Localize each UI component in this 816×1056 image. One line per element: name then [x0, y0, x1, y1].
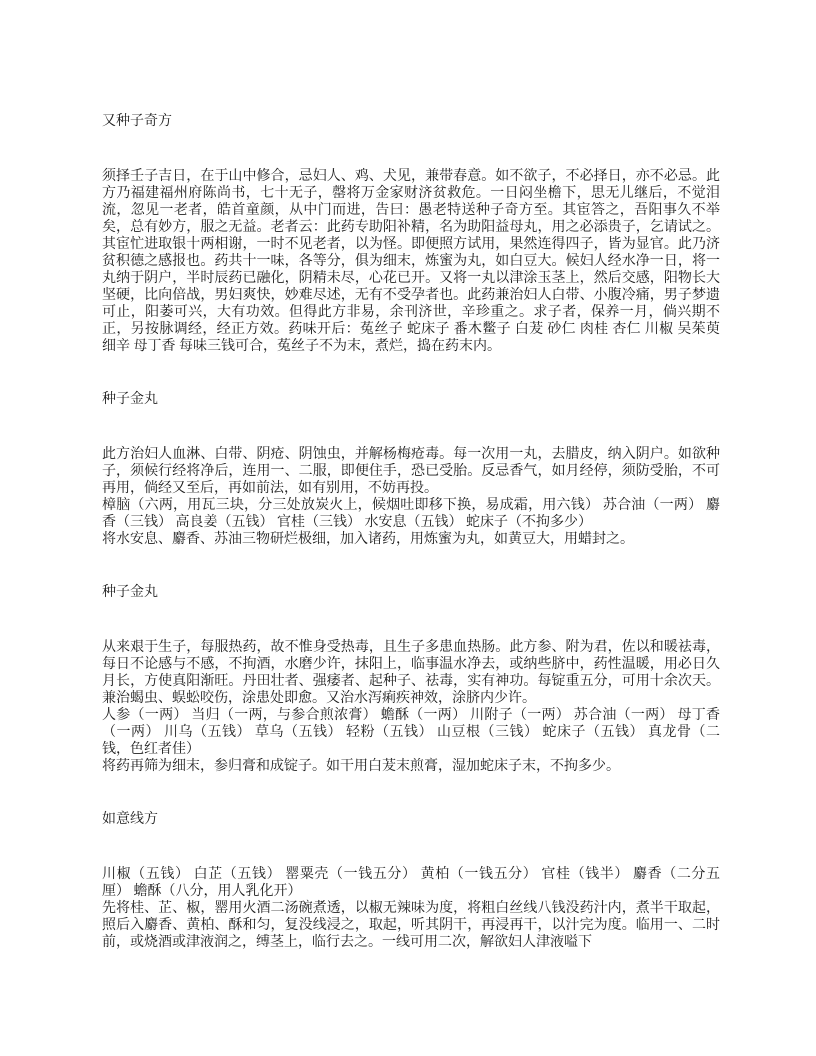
herb-list: 樟脑（六两，用瓦三块，分三处放炭火上，候烟吐即移下换，易成霜，用六钱） 苏合油（一两） 麝香（三钱） 高良姜（五钱） 官桂（三钱） 水安息（五钱） 蛇床子（不拘多少） — [102, 498, 720, 530]
herb-list: 川椒（五钱） 白芷（五钱） 罂粟壳（一钱五分） 黄柏（一钱五分） 官桂（钱半） 麝香（二分五厘） 蟾酥（八分，用人乳化开） — [102, 867, 720, 899]
herb-list: 人参（一两） 当归（一两，与参合煎浓膏） 蟾酥（一两） 川附子（一两） 苏合油（一两） 母丁香（一两） 川乌（五钱） 草乌（五钱） 轻粉（五钱） 山豆根（三钱） 蛇床子（五钱） 真龙骨（二钱，色红者佳） — [102, 708, 720, 757]
preparation-instructions: 将药再筛为细末，参归膏和成锭子。如干用白茇末煎膏，湿加蛇床子末，不拘多少。 — [102, 759, 620, 774]
section-zhongzi-qifang — [102, 113, 720, 355]
section-heading: 如意线方 — [102, 812, 158, 827]
section-ruyi-xianfang — [102, 811, 720, 951]
section-heading: 种子金丸 — [102, 585, 158, 600]
preparation-instructions: 将水安息、麝香、苏油三物研烂极细，加入诸药，用炼蜜为丸，如黄豆大，用蜡封之。 — [102, 532, 634, 547]
section-paragraph: 此方治妇人血淋、白带、阴疮、阴蚀虫，并解杨梅疮毒。每一次用一丸，去腊皮，纳入阴户。如欲种子，须候行经将净后，连用一、二服，即便住手，恐已受胎。反忌香气，如月经停，须防受胎，不可再用，倘经又至后，再如前法，如有别用，不妨再投。 — [102, 447, 720, 496]
section-heading: 又种子奇方 — [102, 114, 172, 129]
section-zhongzi-jinwan-2 — [102, 584, 720, 775]
section-paragraph: 从来艰于生子，每服热药，故不惟身受热毒，且生子多患血热肠。此方参、附为君，佐以和暖祛毒，每日不论感与不感，不拘酒，水磨少许，抹阳上，临事温水净去，或纳些脐中，药性温暖，用必日久月长，方使真阳渐旺。丹田壮者、强痿者、起种子、祛毒，实有神功。每锭重五分，可用十余次天。兼治蝎虫、蜈蚣咬伤，涂患处即愈。又治水泻痢疾神效，涂脐内少许。 — [102, 640, 720, 706]
section-zhongzi-jinwan-1 — [102, 391, 720, 548]
section-paragraph: 须择壬子吉日，在于山中修合，忌妇人、鸡、犬见，兼带春意。如不欲子，不必择日，亦不必忌。此方乃福建福州府陈尚书，七十无子，罄将万金家财济贫救危。一日闷坐檐下，思无儿继后，不觉泪流，忽见一老者，皓首童颜，从中门而进，告曰：愚老特送种子奇方至。其宦答之，吾阳事久不举矣，总有妙方，服之无益。老者云：此药专助阳补精，名为助阳益母丸，用之必添贵子，乞请试之。其宦忙进取银十两相谢，一时不见老者，以为怪。即便照方试用，果然连得四子，皆为显官。此乃济贫积德之感报也。药共十一味，各等分，俱为细末，炼蜜为丸，如白豆大。候妇人经水净一日，将一丸纳于阴户，半时辰药已融化，阴精未尽，心花已开。又将一丸以津涂玉茎上，然后交感，阳物长大坚硬，比向倍战，男妇爽快，妙难尽述，无有不受孕者也。此药兼治妇人白带、小腹冷痛，男子梦遗可止，阳萎可兴，大有功效。但得此方非易，余刊济世，辛珍重之。求子者，保养一月，倘兴期不正，另按脉调经，经正方效。药味开后：菟丝子 蛇床子 番木鳖子 白茇 砂仁 肉桂 杏仁 川椒 吴茱萸 细辛 母丁香 每味三钱可合，菟丝子不为末，煮烂，捣在药末内。 — [102, 169, 720, 354]
preparation-instructions: 先将桂、芷、椒，罂用火酒二汤碗煮透，以椒无辣味为度，将粗白丝线八钱没药汁内，煮半干取起，照后入麝香、黄柏、酥和匀，复没线浸之，取起，听其阴干，再浸再干，以汁完为度。临用一、二时前，或烧酒或津液润之，缚茎上，临行去之。一线可用二次，解欲妇人津液嗌下 — [102, 901, 720, 950]
section-heading: 种子金丸 — [102, 392, 158, 407]
